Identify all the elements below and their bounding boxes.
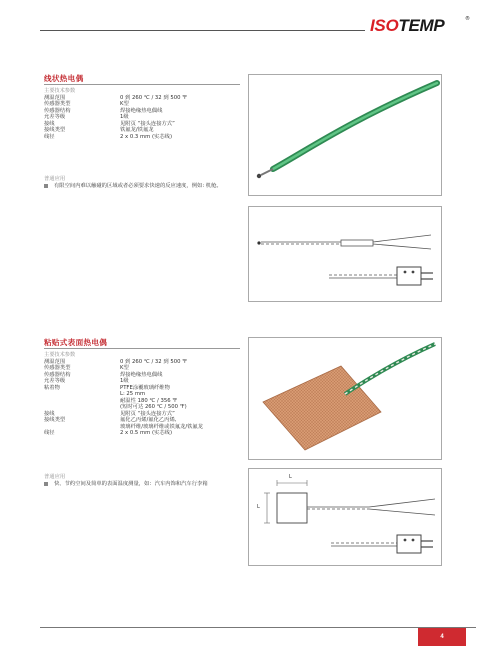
spec-row: (短时可达 260 ℃ / 500 ℉)	[120, 404, 187, 410]
footer-divider	[40, 627, 476, 628]
spec-row: 接线类型 氟化乙丙烯/氟化乙丙烯,	[44, 417, 177, 423]
brand-wordmark: ISOTEMP	[370, 16, 445, 35]
page-number: 4	[440, 634, 444, 640]
spec-row: 接线类型 铁氟龙/铁氟龙	[44, 127, 154, 133]
spec-row: 接线 见附页 “接头连接方式”	[44, 410, 175, 417]
spec-row: 传感器结构 焊接绝缘热电偶线	[44, 107, 163, 114]
spec-row: 线径 2 x 0.5 mm (实芯线)	[44, 430, 173, 436]
section-title-wire-thermocouple: 线状热电偶	[44, 74, 84, 83]
applications-text: 快、节约空间及简单的表面温度测量，如：汽车内饰和汽车行李箱	[44, 481, 244, 488]
drawing-wire-thermocouple	[248, 206, 442, 302]
spec-heading: 主要技术参数	[44, 352, 76, 358]
applications-heading: 普通应用	[44, 474, 66, 480]
brand-logo	[370, 16, 470, 36]
applications-2	[44, 474, 244, 487]
pad-diagram	[249, 469, 442, 566]
applications-text: 有限空间内难以触碰的区域或者必须要求快速的反应速度，例如: 机舱。	[44, 183, 244, 190]
section-divider	[44, 84, 240, 85]
spec-row: 传感器类型 K型	[44, 365, 129, 371]
spec-row: 允差等级 1级	[44, 114, 129, 120]
spec-table-1	[44, 88, 244, 140]
section-title-surface-thermocouple: 粘贴式表面热电偶	[44, 338, 108, 347]
dimension-label-top: L	[289, 474, 292, 480]
bullet-icon	[44, 482, 48, 486]
pad-illustration	[249, 338, 442, 460]
applications-heading: 普通应用	[44, 176, 66, 182]
spec-row: 玻璃纤维/玻璃纤维或铁氟龙/铁氟龙	[120, 423, 204, 430]
spec-row: 线径 2 x 0.3 mm (实芯线)	[44, 133, 173, 140]
wire-illustration	[249, 75, 442, 196]
spec-row: 耐温性 180 ℃ / 356 ℉	[120, 397, 178, 404]
spec-row: 测温范围 0 到 260 ℃ / 32 到 500 ℉	[44, 94, 188, 101]
photo-wire-thermocouple	[248, 74, 442, 196]
spec-row: L: 25 mm	[120, 391, 146, 397]
spec-row: 测温范围 0 到 260 ℃ / 32 到 500 ℉	[44, 358, 188, 365]
page-number-tab	[418, 628, 466, 646]
spec-row: 粘着物 PTFE涂覆玻璃纤维物	[44, 384, 170, 391]
applications-1	[44, 176, 244, 189]
spec-row: 传感器结构 焊接绝缘热电偶线	[44, 371, 163, 378]
dimension-label-side: L	[257, 504, 260, 510]
registered-mark: ®	[465, 16, 470, 22]
spec-row: 接线 见附页 “接头连接方式”	[44, 120, 175, 127]
spec-row: 允差等级 1级	[44, 378, 129, 384]
spec-heading: 主要技术参数	[44, 88, 76, 94]
photo-surface-thermocouple	[248, 337, 442, 460]
wire-diagram	[249, 207, 442, 302]
drawing-surface-thermocouple	[248, 468, 442, 566]
header-divider	[40, 30, 365, 31]
bullet-icon	[44, 184, 48, 188]
spec-table-2	[44, 352, 244, 437]
spec-row: 传感器类型 K型	[44, 101, 129, 107]
section-divider	[44, 348, 240, 349]
